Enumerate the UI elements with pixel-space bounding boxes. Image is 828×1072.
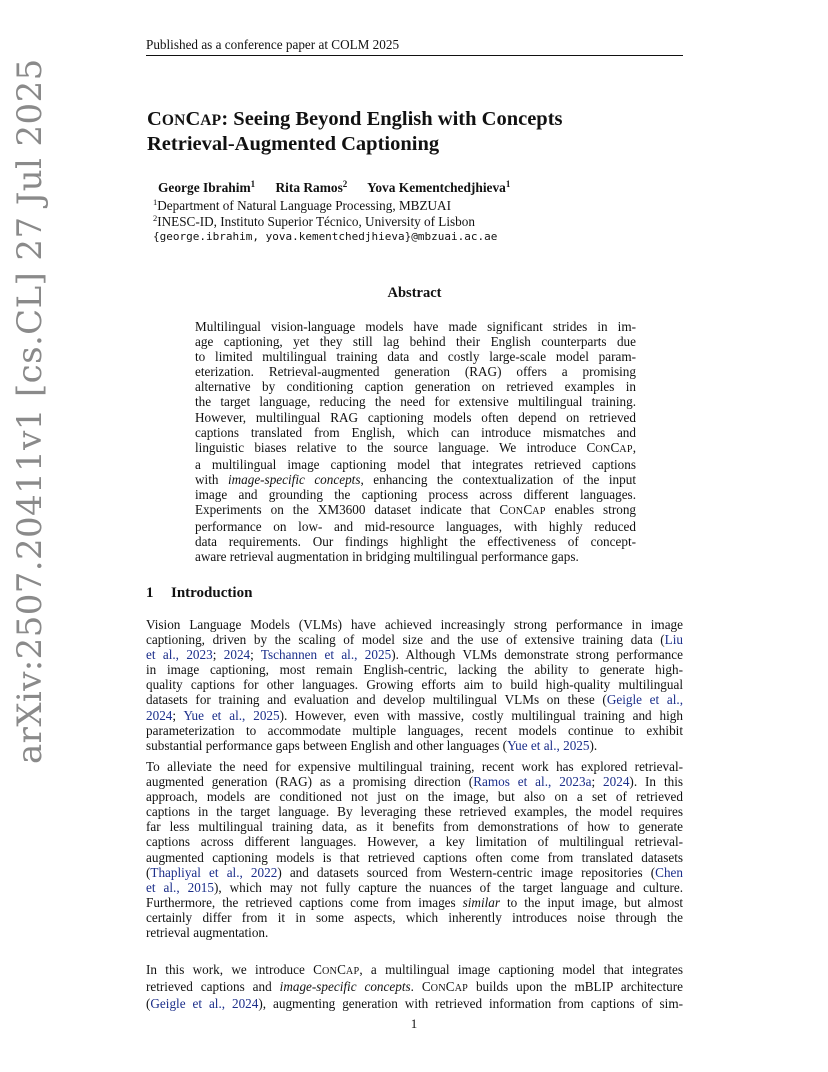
- abstract-line: Experiments on the XM3600 dataset indicate that CONCAP enables strong: [195, 502, 637, 518]
- citation-link[interactable]: et al., 2023: [146, 647, 213, 663]
- intro-paragraph-3: [146, 962, 683, 1011]
- abstract-body: [195, 319, 636, 565]
- abstract-line: image and grounding the captioning process across different languages.: [195, 487, 636, 503]
- citation-link[interactable]: 2024: [603, 774, 630, 790]
- citation-link[interactable]: et al., 2015: [146, 879, 214, 895]
- author-list: [158, 180, 527, 196]
- abstract-line: age captioning, yet they still lag behind their English counterparts due: [195, 334, 636, 350]
- paragraph-line: 2024; Yue et al., 2025). However, even with massive, costly multilingual training and high: [146, 707, 683, 723]
- running-header: Published as a conference paper at COLM 2025: [146, 37, 400, 52]
- paragraph-line: in image captioning, most remain English-centric, lacking the ability to generate high-: [146, 662, 683, 678]
- paragraph-line: et al., 2015), which may not fully capture the nuances of the target language and culture.: [146, 879, 683, 895]
- abstract-line: to limited multilingual training data and costly large-scale model param-: [195, 349, 636, 365]
- citation-link[interactable]: Geigle et al., 2024: [150, 996, 259, 1012]
- abstract-line: the target language, reducing the need for extensive multilingual training.: [195, 394, 636, 410]
- header-rule: [146, 55, 683, 56]
- citation-link[interactable]: Geigle et al.,: [606, 692, 683, 708]
- intro-paragraph-1: [146, 617, 683, 753]
- paragraph-line: captions across different languages. However, a key limitation of multilingual retrieval-: [146, 834, 683, 850]
- author-emails: {george.ibrahim, yova.kementchedjhieva}@mbzuai.ac.ae: [153, 230, 498, 243]
- citation-link[interactable]: 2024: [146, 707, 173, 723]
- paragraph-line: retrieved captions and image-specific concepts. CONCAP builds upon the mBLIP architecture: [146, 979, 683, 995]
- affiliation-1: $^1$Department of Natural Language Processing, MBZUAI: [153, 197, 451, 213]
- author-2: Rita Ramos$^2$: [275, 179, 348, 195]
- citation-link[interactable]: Yue et al., 2025: [183, 707, 280, 723]
- abstract-line: However, multilingual RAG captioning models often depend on retrieved: [195, 409, 636, 425]
- paper-title: [147, 108, 687, 155]
- arxiv-identifier-stamp: arXiv:2507.20411v1 [cs.CL] 27 Jul 2025: [10, 58, 50, 764]
- paragraph-line: captions in the target language. By leveraging these retrieved examples, the model requires: [146, 804, 683, 820]
- abstract-line: eterization. Retrieval-augmented generation (RAG) offers a promising: [195, 364, 636, 380]
- paragraph-line: (Geigle et al., 2024), augmenting generation with retrieved information from captions of sim-: [146, 996, 683, 1012]
- abstract-line: a multilingual image captioning model that integrates retrieved captions: [195, 456, 636, 472]
- citation-link[interactable]: Thapliyal et al., 2022: [150, 864, 278, 880]
- citation-link[interactable]: Liu: [664, 632, 683, 648]
- abstract-line: alternative by conditioning caption generation on retrieved examples in: [195, 379, 636, 395]
- paragraph-line: In this work, we introduce CONCAP, a multilingual image captioning model that integrates: [146, 962, 683, 977]
- paragraph-line: (Thapliyal et al., 2022) and datasets sourced from Western-centric image repositories (Chen: [146, 864, 683, 880]
- abstract-line: Multilingual vision-language models have made significant strides in im-: [195, 319, 636, 334]
- abstract-line: data requirements. Our findings highlight the effectiveness of concept-: [195, 534, 636, 550]
- intro-paragraph-2: [146, 759, 683, 940]
- paragraph-line: captioning, driven by the scaling of model size and the use of extensive training data (Liu: [146, 632, 683, 648]
- paragraph-line: quality captions for other languages. Growing efforts aim to build high-quality multilingual: [146, 677, 683, 693]
- paragraph-line: augmented generation (RAG) as a promising direction (Ramos et al., 2023a; 2024). In this: [146, 774, 683, 790]
- citation-link[interactable]: Tschannen et al., 2025: [260, 647, 392, 663]
- paragraph-line: augmented captioning models is that retrieved captions often come from translated datasets: [146, 849, 683, 865]
- citation-link[interactable]: Yue et al., 2025: [507, 737, 590, 753]
- abstract-heading: Abstract: [387, 285, 442, 301]
- page-number: 1: [410, 1016, 418, 1031]
- paragraph-line: substantial performance gaps between English and other languages (Yue et al., 2025).: [146, 737, 598, 753]
- abstract-line: with image-specific concepts, enhancing the contextualization of the input: [195, 471, 636, 487]
- paragraph-line: approach, models are conditioned not just on the image, but also on a set of retrieved: [146, 789, 683, 805]
- abstract-line: aware retrieval augmentation in bridging multilingual performance gaps.: [195, 549, 579, 565]
- paragraph-line: Vision Language Models (VLMs) have achieved increasingly strong performance in image: [146, 617, 683, 632]
- paragraph-line: datasets for training and evaluation and develop multilingual VLMs on these (Geigle et al.,: [146, 692, 683, 708]
- author-3: Yova Kementchedjhieva$^1$: [367, 179, 511, 195]
- title-line-1: CONCAP: Seeing Beyond English with Concepts: [147, 108, 563, 130]
- paragraph-line: To alleviate the need for expensive multilingual training, recent work has explored retrieval-: [146, 759, 683, 774]
- abstract-line: linguistic biases relative to the source language. We introduce CONCAP,: [195, 439, 636, 455]
- affiliation-2: $^2$INESC-ID, Instituto Superior Técnico, University of Lisbon: [153, 213, 475, 229]
- paragraph-line: parameterization to accommodate multiple languages, recent models continue to exhibit: [146, 722, 683, 738]
- section-heading-introduction: 1 Introduction: [146, 585, 253, 601]
- paragraph-line: far less multilingual training data, as it benefits from demonstrations of how to generate: [146, 819, 683, 835]
- author-1: George Ibrahim$^1$: [158, 179, 256, 195]
- abstract-line: performance on low- and mid-resource languages, with highly reduced: [195, 519, 636, 535]
- paragraph-line: certainly differ from it in some aspects, which inherently introduces noise through the: [146, 909, 683, 925]
- citation-link[interactable]: Chen: [655, 864, 683, 880]
- citation-link[interactable]: Ramos et al., 2023a: [473, 774, 592, 790]
- citation-link[interactable]: 2024: [223, 647, 251, 663]
- paragraph-line: Furthermore, the retrieved captions come from images similar to the input image, but almost: [146, 894, 683, 910]
- title-line-2: Retrieval-Augmented Captioning: [147, 132, 440, 155]
- paragraph-line: et al., 2023; 2024; Tschannen et al., 2025). Although VLMs demonstrate strong performance: [146, 647, 683, 663]
- abstract-line: captions translated from English, which can introduce mismatches and: [195, 424, 636, 440]
- paragraph-line: retrieval augmentation.: [146, 925, 269, 941]
